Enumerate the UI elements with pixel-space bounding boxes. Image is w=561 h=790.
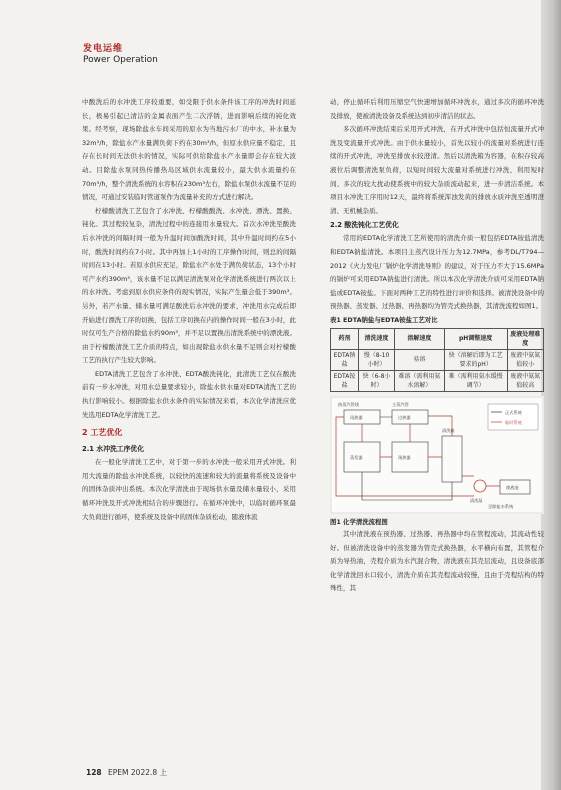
table-header-cell: pH调整速度 (444, 328, 507, 349)
paragraph: 在一般化学清洗工艺中，对于第一步的水冲洗一般采用开式冲洗。利用大流量的除盐水冲洗系统，以较快的流速和较大的流量将系统及设备中的固体杂质冲出系统。本次化学清洗由于现场供水量及储水量较小，采用循环冲洗及开式冲洗相结合的步骤进行。在循环冲洗中，以临时循环泵最大负荷进行循环，使系统及设备中的固体杂质松动，随液体流 (82, 458, 296, 521)
diagram-label: 热蒸汽管线 (338, 401, 359, 407)
running-header (83, 44, 158, 66)
section-title-en: Power Operation (83, 55, 158, 65)
cleaning-pump-icon (474, 480, 486, 492)
page-number: 128 (86, 768, 102, 777)
legend-label: 正式系统 (505, 409, 522, 415)
cleaning-tank (442, 436, 462, 482)
diagram-label: 主蒸汽管 (392, 401, 409, 407)
legend-box (488, 404, 538, 430)
table-cell: 慢（8-10小时） (358, 349, 394, 370)
figure-caption: 图1 化学清洗流程图 (330, 517, 388, 526)
comparison-table (330, 328, 544, 392)
table-cell: 快（6-8小时） (358, 370, 394, 391)
legend-label: 临时系统 (505, 419, 522, 425)
paragraph: 多次循环冲洗结束后采用开式冲洗，在开式冲洗中包括恒流量开式冲洗及变流量开式冲洗。由于供水量较小，首先以较小的流量对系统进行连续的开式冲洗，冲洗至排放水较澄清。然后以清洗箱为容器，在积存较高液位后调整清洗泵负荷，以短时间较大流量对系统进行冲洗，利用短时间、多次的较大扰动使系统中的较大杂质流动起来，进一步清洁系统。本项目水冲洗工序用时12天，最终将系统浑浊发黄的排放水质冲洗至透明澄清、无机械杂质。 (330, 125, 544, 215)
diagram-label: 至除盐水系统 (488, 503, 514, 509)
table-cell: 难（需利用氨水缓慢调节） (444, 370, 507, 391)
right-column (330, 96, 544, 596)
diagram-label: 预热器 (398, 454, 411, 460)
paragraph: 其中清洗液在预热器、过热器、再热器中均在管程流动，其流动性较好。但被清洗设备中的蒸发器为管壳式换热器，水平横向布置，其管程介质为导热油，壳程介质为水汽混合物，清洗液在其壳层流动，且设备底部化学清洗回水口较小，清洗介质在其壳程流动较慢，且由于壳程结构的特殊性，其 (330, 529, 544, 593)
flow-diagram-svg (330, 396, 544, 514)
paragraph: EDTA清洗工艺包含了水冲洗、EDTA酸洗钝化，此清洗工艺仅在酸洗前有一步水冲洗，对用水总量要求较小，除盐水供水量对EDTA清洗工艺的执行影响较小。根据除盐水供水条件的实际情况来看，本次化学清洗应优先选用EDTA化学清洗工艺。 (82, 369, 296, 419)
subsection-heading: 2.1 水冲洗工序优化 (82, 445, 144, 454)
table-cell: 快（溶解后即为工艺要求的pH） (444, 349, 507, 370)
diagram-label: 清洗泵 (470, 497, 483, 503)
section-heading: 2 工艺优化 (82, 428, 123, 438)
table-cell: 难溶（需利用氨水溶解） (395, 370, 445, 391)
table-header-row (331, 328, 544, 349)
table-header-cell: 废液处理难度 (507, 328, 543, 349)
paragraph: 柠檬酸清洗工艺包含了水冲洗、柠檬酸酸洗、水冲洗、漂洗、置换、钝化。其过程较复杂，清洗过程中的连接用水量较大。首次水冲洗至酸洗后水冲洗的间隔时间一般为升温时间加酸洗时间，其中升温时间约在5小时，酸洗时间约在7小时。其中再加上1小时的工序操作时间，则总的间隔时间在13小时。若原水供应充足，除盐水产水处于满负荷状态，13个小时可产水约390m³，该水量不足以满足清洗泵对化学清洗系统进行两次以上的水冲洗。考虑到原水供应条件的现实情况，实际产生量会低于390m³。另外，若产水量、储水量可满足酸洗后水冲洗的要求，冲洗用水完成后即开始进行漂洗工序的切换，包括工序切换在内的操作时间一般在3小时，此时仅可生产合格的除盐水约90m³，并不足以置换出清洗系统中的漂洗液。由于柠檬酸清洗工艺介质的特点，如出现除盐水供水量不足则会对柠檬酸工艺的执行产生较大影响。 (82, 206, 296, 365)
left-column (82, 96, 296, 524)
table-cell: 废液中氨氮值较高 (507, 370, 543, 391)
table-cell: EDTA钠盐 (331, 349, 359, 370)
diagram-label: 蒸发器 (350, 454, 363, 460)
subsection-heading: 2.2 酸洗钝化工艺优化 (330, 221, 399, 230)
table-cell: 废液中氨氮值较小 (507, 349, 543, 370)
paragraph: 动，停止循环后利用压缩空气快速增加循环冲洗水，通过多次的循环冲洗及排放，使被清洗设备及系统达到初步清洁的状态。 (330, 98, 544, 120)
table-row (331, 370, 544, 391)
journal-issue: EPEM 2022.8 上 (108, 768, 168, 777)
diagram-label: 清洗箱 (442, 427, 455, 433)
diagram-label: 废液池 (506, 484, 519, 490)
section-title-cn: 发电运维 (83, 44, 124, 54)
table-caption: 表1 EDTA钠盐与EDTA铵盐工艺对比 (330, 315, 438, 324)
table-cell: 易溶 (395, 349, 445, 370)
table-header-cell: 清洗速度 (358, 328, 394, 349)
diagram-label: 过热器 (398, 414, 411, 420)
table-cell: EDTA铵盐 (331, 370, 359, 391)
paragraph: 中酸洗后的水冲洗工序较重要，如受限于供水条件该工序的冲洗时间延长，极易引起已清洁的金属表面产生二次浮锈，进而影响后续的钝化效果。经考察，现场除盐水车间采用的原水为当地污水厂的中水，补水量为32m³/h，除盐水产水量满负荷下约在30m³/h，但原水供应量不稳定，且存在长时间无法供水的情况，实际可供给除盐水产水量即会存在较大波动。目除盐水泵同热传播热岛区域供水流量较小，最大供水流量约在70m³/h，整个清洗系统的水容积在230m³左右，除盐水泵供水流量不足的情况，可通过安装临时管道泵作为流量补充的方式进行解决。 (82, 98, 296, 202)
table-header-cell: 溶解速度 (395, 328, 445, 349)
page-footer (86, 767, 167, 778)
flow-diagram (330, 396, 544, 514)
table-header-cell: 药剂 (331, 328, 359, 349)
diagram-label: 再热器 (350, 414, 363, 420)
table-row (331, 349, 544, 370)
paragraph: 常用的EDTA化学清洗工艺所使用的清洗介质一般包括EDTA铵盐清洗和EDTA钠盐清洗。本项目主蒸汽设计压力为12.7MPa，参考DL/T794—2012《火力发电厂锅炉化学清洗导则》的建议，对于压力不大于15.6MPa的锅炉可采用EDTA钠盐进行清洗。所以本次化学清洗介质可采用EDTA钠盐或EDTA铵盐。下面对两种工艺的特性进行评价和选择。被清洗设备中的预热器、蒸发器、过热器、再热器均为管壳式换热器，其清洗流程如图1。 (330, 234, 544, 311)
page-spine-shadow (541, 0, 561, 790)
